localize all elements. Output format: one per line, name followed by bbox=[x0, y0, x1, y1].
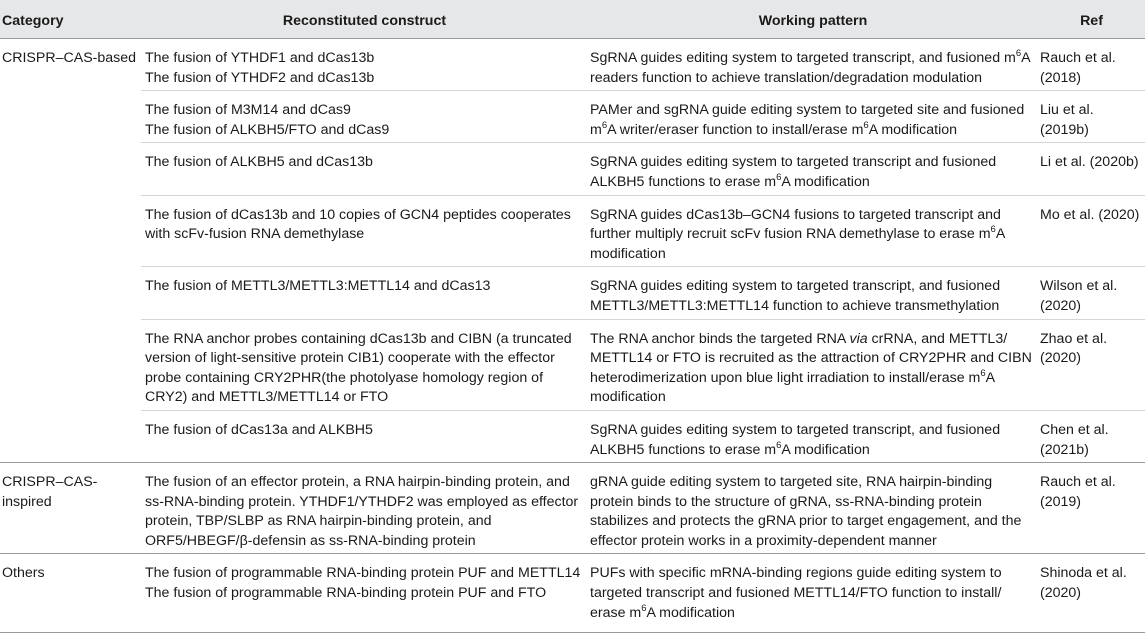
construct-cell: The RNA anchor probes containing dCas13b and CIBN (a truncated version of light-sensitive protein CIB1) cooperate with the effector probe containing CRY2PHR(the photolyase homology region of CRY2) and METTL3/METTL14 or FTO bbox=[141, 319, 588, 410]
pattern-cell: SgRNA guides editing system to targeted transcript, and fusioned ALKBH5 functions to erase $m^6A$ modification bbox=[588, 410, 1038, 462]
ref-cell: Rauch et al. (2018) bbox=[1040, 50, 1116, 86]
header-category: Category bbox=[0, 0, 141, 39]
ref-cell: Wilson et al. (2020) bbox=[1038, 267, 1145, 319]
ref-cell: Shinoda et al. (2020) bbox=[1038, 554, 1145, 633]
pattern-cell: SgRNA guides editing system to targeted transcript, and fusioned $m^6A$ readers function to achieve translation/degradation modulation bbox=[590, 48, 1030, 86]
header-construct: Reconstituted construct bbox=[141, 0, 588, 39]
pattern-cell: SgRNA guides editing system to targeted transcript, and fusioned METTL3/METTL3:METTL14 function to achieve transmethylation bbox=[588, 267, 1038, 319]
table-row bbox=[0, 554, 1145, 633]
ref-cell: Chen et al. (2021b) bbox=[1038, 410, 1145, 462]
ref-cell: Zhao et al. (2020) bbox=[1038, 319, 1145, 410]
pattern-cell: PUFs with specific mRNA-binding regions guide editing system to targeted transcript and fusioned METTL14/FTO function to install/ erase $m^6A$ modification bbox=[588, 554, 1038, 633]
construct-cell: The fusion of M3M14 and dCas9 The fusion of ALKBH5/FTO and dCas9 bbox=[141, 91, 588, 143]
construct-cell: The fusion of ALKBH5 and dCas13b bbox=[141, 143, 588, 195]
construct-cell: The fusion of YTHDF1 and dCas13b The fusion of YTHDF2 and dCas13b bbox=[145, 50, 375, 86]
header-ref: Ref bbox=[1038, 0, 1145, 39]
pattern-cell: The RNA anchor binds the targeted RNA via crRNA, and METTL3/ METTL14 or FTO is recruited as the attraction of CRY2PHR and CIBN heterodimerization upon blue light irradiation to install/erase $m^6A$ modification bbox=[588, 319, 1038, 410]
table-header bbox=[0, 0, 1145, 39]
ref-cell: Liu et al. (2019b) bbox=[1038, 91, 1145, 143]
ref-cell: Mo et al. (2020) bbox=[1038, 195, 1145, 267]
construct-cell: The fusion of an effector protein, a RNA hairpin-binding protein, and ss-RNA-binding protein. YTHDF1/YTHDF2 was employed as effector protein, TBP/SLBP as RNA hairpin-binding protein, and ORF5/HBEGF/β-defensin as ss-RNA-binding protein bbox=[141, 463, 588, 554]
ref-cell: Li et al. (2020b) bbox=[1038, 143, 1145, 195]
pattern-cell: SgRNA guides dCas13b–GCN4 fusions to targeted transcript and further multiply recruit scFv fusion RNA demethylase to erase $m^6A$ modification bbox=[588, 195, 1038, 267]
table-row bbox=[0, 463, 1145, 554]
category-others: Others bbox=[0, 554, 141, 633]
construct-cell: The fusion of METTL3/METTL3:METTL14 and dCas13 bbox=[141, 267, 588, 319]
pattern-cell: PAMer and sgRNA guide editing system to targeted site and fusioned $m^6A$ writer/eraser function to install/erase $m^6A$ modification bbox=[588, 91, 1038, 143]
construct-cell: The fusion of programmable RNA-binding protein PUF and METTL14 The fusion of programmable RNA-binding protein PUF and FTO bbox=[141, 554, 588, 633]
table-row bbox=[0, 319, 1145, 410]
table-row bbox=[0, 195, 1145, 267]
construct-cell: The fusion of dCas13b and 10 copies of GCN4 peptides cooperates with scFv-fusion RNA demethylase bbox=[141, 195, 588, 267]
category-crispr-cas-inspired: CRISPR–CAS-inspired bbox=[0, 463, 141, 554]
pattern-cell: gRNA guide editing system to targeted site, RNA hairpin-binding protein binds to the structure of gRNA, ss-RNA-binding protein stabilizes and protects the gRNA prior to target engagement, and the effector protein works in a proximity-dependent manner bbox=[588, 463, 1038, 554]
pattern-cell: SgRNA guides editing system to targeted transcript and fusioned ALKBH5 functions to erase $m^6A$ modification bbox=[588, 143, 1038, 195]
table-row bbox=[0, 39, 1145, 91]
ref-cell: Rauch et al. (2019) bbox=[1038, 463, 1145, 554]
table-row bbox=[0, 143, 1145, 195]
construct-cell: The fusion of dCas13a and ALKBH5 bbox=[141, 410, 588, 462]
table-row bbox=[0, 267, 1145, 319]
table-row bbox=[0, 410, 1145, 462]
category-crispr-cas-based: CRISPR–CAS-based bbox=[2, 50, 137, 66]
header-pattern: Working pattern bbox=[588, 0, 1038, 39]
table-row bbox=[0, 91, 1145, 143]
